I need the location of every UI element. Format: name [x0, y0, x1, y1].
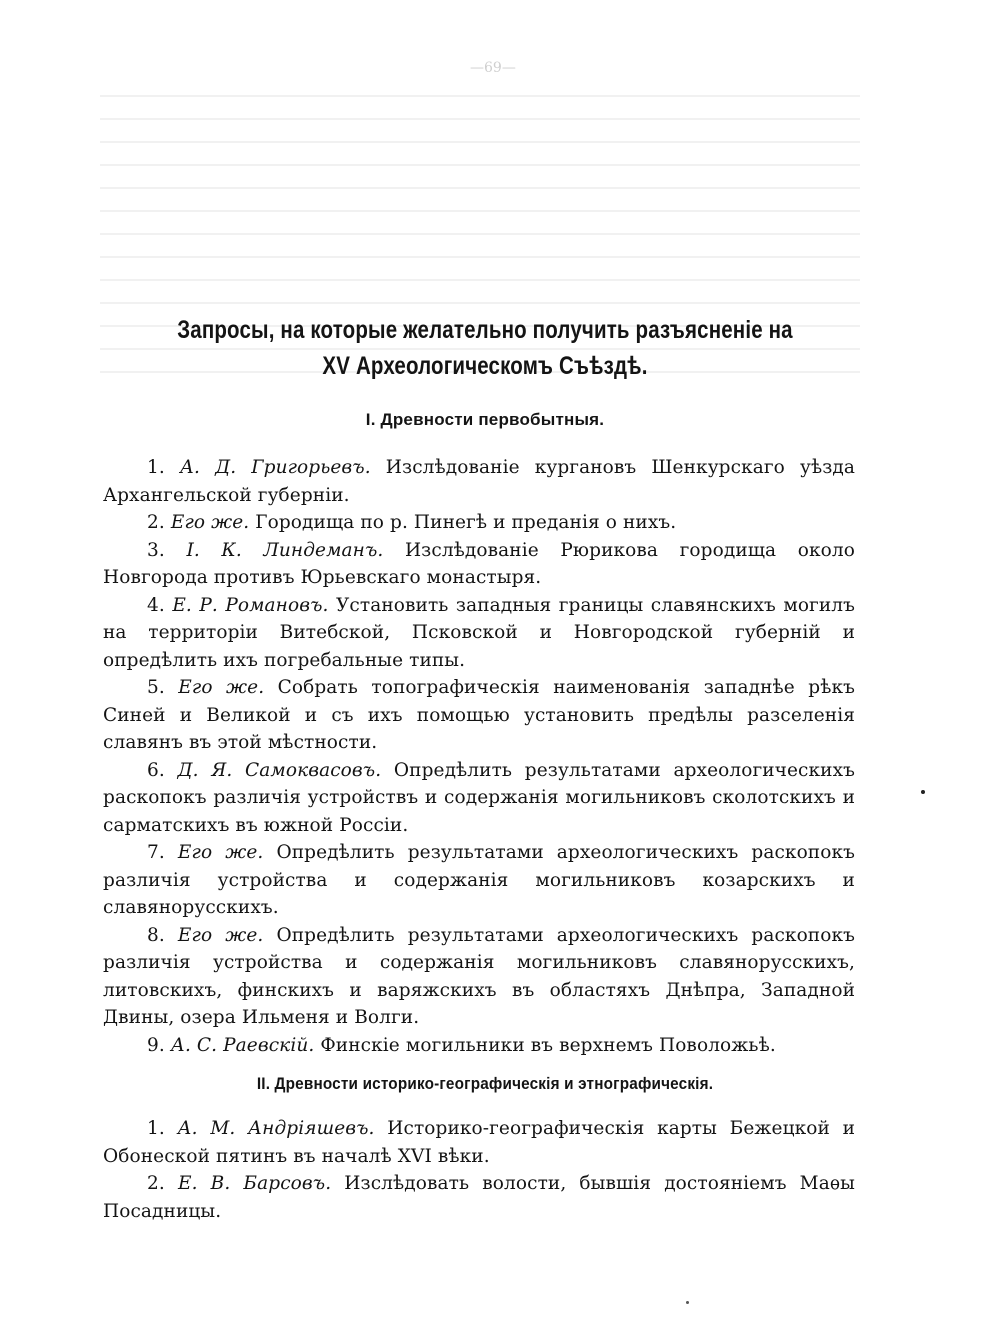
item-author: Его же. [170, 512, 250, 533]
list-item [103, 839, 855, 922]
item-number: 3. [147, 539, 165, 561]
item-number: 2. [147, 512, 165, 533]
item-text: Изслѣдовать волости, бывшія достояніемъ Маѳы Посадницы. [103, 1173, 855, 1222]
list-item [103, 537, 855, 592]
item-author: Е. Р. Романовъ. [172, 594, 329, 616]
item-text: Опредѣлить результатами археологическихъ раскопокъ различія устройствъ и содержанія могильниковъ сколотскихъ и сарматскихъ въ южной Россіи. [103, 759, 856, 836]
item-text: Городища по р. Пинегѣ и преданія о нихъ. [255, 512, 677, 533]
item-author: I. К. Линдеманъ. [186, 539, 384, 561]
list-item [103, 592, 855, 675]
item-text: Установить западныя границы славянскихъ могилъ на территоріи Витебской, Псковской и Новгородской губерній и опредѣлить ихъ погребальные типы. [103, 594, 856, 671]
item-text: Опредѣлить результатами археологическихъ раскопокъ различія устройства и содержанія могильниковъ козарскихъ и славянорусскихъ. [103, 842, 856, 918]
list-item [103, 509, 855, 537]
item-text: Собрать топографическія наименованія западнѣе рѣкъ Синей и Великой и съ ихъ помощью установить предѣлы разселенія славянъ въ этой мѣстности. [103, 677, 855, 753]
item-text: Опредѣлить результатами археологическихъ раскопокъ различія устройства и содержанія могильниковъ славянорусскихъ, литовскихъ, финскихъ и варяжскихъ въ областяхъ Днѣпра, Западной Двины, озера Ильменя и Волги. [103, 924, 856, 1028]
item-author: Д. Я. Самоквасовъ. [177, 759, 382, 781]
item-text: Изслѣдованіе Рюрикова городища около Новгорода противъ Юрьевскаго монастыря. [103, 539, 855, 588]
item-author: А. С. Раевскій. [170, 1034, 315, 1056]
list-item [103, 674, 855, 757]
item-text: Финскіе могильники въ верхнемъ Поволожьѣ. [320, 1034, 776, 1056]
item-number: 4. [147, 594, 165, 616]
item-number: 1. [147, 1118, 165, 1139]
item-text: Изслѣдованіе кургановъ Шенкурскаго уѣзда Архангельской губерніи. [103, 457, 856, 506]
item-author: Его же. [177, 842, 264, 863]
section-primitive-list [103, 454, 855, 1059]
item-number: 7. [147, 842, 165, 863]
item-author: Его же. [177, 924, 264, 946]
section-historical-list [103, 1115, 855, 1225]
item-author: Его же. [178, 677, 265, 698]
list-item [103, 922, 855, 1032]
list-item [103, 1032, 855, 1060]
section-heading-historical: II. Древности историко-географическія и этнографическія. [256, 1074, 714, 1093]
document-title: Запросы, на которые желательно получить разъясненіе на XV Археологическомъ Съѣздѣ. [177, 316, 793, 380]
item-author: А. М. Андріяшевъ. [177, 1118, 375, 1139]
list-item [103, 1115, 855, 1170]
item-text: Историко-географическія карты Бежецкой и Обонеской пятинъ въ началѣ XVI вѣки. [103, 1118, 856, 1167]
list-item [103, 1170, 855, 1225]
item-number: 2. [147, 1173, 165, 1194]
item-number: 8. [147, 924, 165, 946]
item-number: 5. [147, 677, 165, 698]
page-number: —69— [470, 60, 516, 76]
list-item [103, 454, 855, 509]
ink-speck [921, 790, 925, 794]
item-number: 9. [147, 1034, 165, 1056]
list-item [103, 757, 855, 840]
item-number: 6. [147, 759, 165, 781]
item-author: А. Д. Григорьевъ. [179, 457, 371, 478]
section-heading-primitive: I. Древности первобытныя. [365, 410, 605, 429]
item-number: 1. [147, 457, 165, 478]
item-author: Е. В. Барсовъ. [177, 1173, 332, 1194]
ink-speck [686, 1301, 689, 1304]
